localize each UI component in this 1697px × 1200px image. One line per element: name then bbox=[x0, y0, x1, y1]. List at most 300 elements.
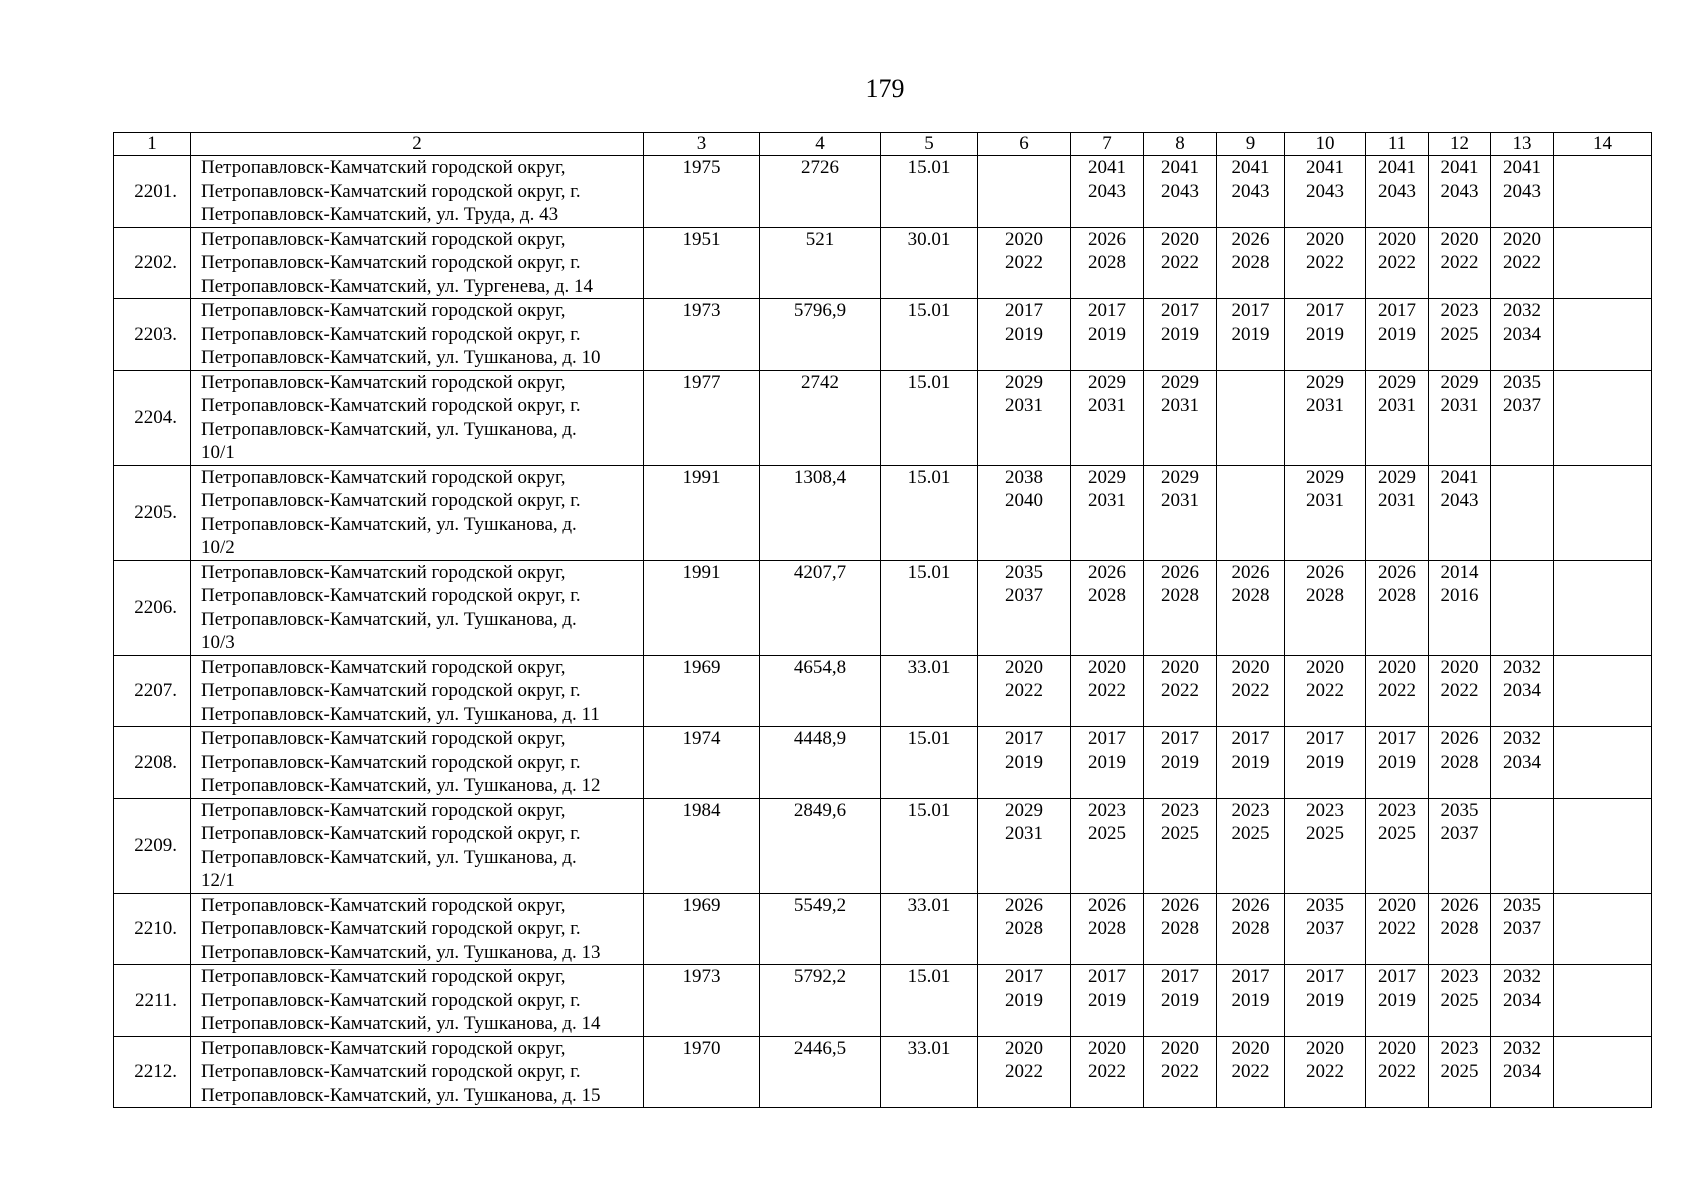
period-year: 2031 bbox=[1161, 395, 1199, 416]
period-year: 2028 bbox=[1231, 918, 1270, 939]
code-cell: 15.01 bbox=[881, 798, 978, 893]
period-year: 2031 bbox=[1378, 490, 1416, 511]
period-year: 2017 bbox=[1088, 300, 1126, 321]
period-year: 2034 bbox=[1503, 1061, 1541, 1082]
period-cell-col-9 bbox=[1217, 156, 1285, 228]
period-year: 2034 bbox=[1503, 751, 1541, 773]
period-year: 2028 bbox=[1378, 585, 1416, 606]
address-line: Петропавловск-Камчатский городской округ, г. bbox=[201, 585, 581, 606]
period-year: 2020 bbox=[1161, 656, 1199, 678]
period-cell-col-6 bbox=[978, 965, 1071, 1037]
page-number: 179 bbox=[865, 74, 905, 103]
period-cell-col-8 bbox=[1144, 560, 1217, 655]
period-cell-col-11 bbox=[1366, 299, 1429, 371]
period-year: 2032 bbox=[1503, 1037, 1541, 1059]
period-cell-col-8 bbox=[1144, 655, 1217, 727]
code-cell: 33.01 bbox=[881, 893, 978, 965]
address-cell bbox=[191, 299, 644, 371]
period-year: 2028 bbox=[1161, 585, 1199, 606]
column-header-4: 4 bbox=[760, 133, 881, 156]
period-year: 2023 bbox=[1378, 799, 1416, 821]
period-year: 2028 bbox=[1005, 918, 1043, 939]
address-line: Петропавловск-Камчатский, ул. Тушканова, д. 14 bbox=[201, 1013, 601, 1034]
row-number-cell: 2204. bbox=[114, 370, 191, 465]
period-year: 2017 bbox=[1005, 300, 1043, 321]
period-cell-col-13 bbox=[1491, 965, 1554, 1037]
address-cell bbox=[191, 156, 644, 228]
period-year: 2026 bbox=[1088, 228, 1126, 250]
period-cell-col-6 bbox=[978, 156, 1071, 228]
address-line: Петропавловск-Камчатский городской округ, г. bbox=[201, 323, 581, 345]
period-cell-col-9 bbox=[1217, 1036, 1285, 1108]
address-cell bbox=[191, 370, 644, 465]
period-cell-col-8 bbox=[1144, 798, 1217, 893]
period-year: 2020 bbox=[1306, 1037, 1344, 1059]
row-number-cell: 2208. bbox=[114, 727, 191, 799]
column-header-9: 9 bbox=[1217, 133, 1285, 156]
period-cell-col-10 bbox=[1285, 156, 1366, 228]
period-year: 2031 bbox=[1306, 395, 1344, 416]
period-cell-col-10 bbox=[1285, 560, 1366, 655]
period-cell-col-6 bbox=[978, 299, 1071, 371]
period-year: 2025 bbox=[1088, 823, 1126, 844]
period-cell-col-6 bbox=[978, 370, 1071, 465]
column-header-11: 11 bbox=[1366, 133, 1429, 156]
code-cell: 15.01 bbox=[881, 465, 978, 560]
column-header-1: 1 bbox=[114, 133, 191, 156]
period-year: 2022 bbox=[1378, 918, 1416, 939]
empty-cell-col-14 bbox=[1554, 798, 1652, 893]
period-year: 2029 bbox=[1378, 466, 1416, 488]
period-cell-col-7 bbox=[1071, 655, 1144, 727]
period-year: 2043 bbox=[1231, 180, 1270, 202]
period-year: 2017 bbox=[1231, 300, 1270, 321]
row-number-cell: 2201. bbox=[114, 156, 191, 228]
period-year: 2025 bbox=[1440, 989, 1479, 1011]
period-year: 2016 bbox=[1440, 585, 1479, 606]
period-cell-col-8 bbox=[1144, 465, 1217, 560]
table-row bbox=[114, 227, 1652, 299]
period-year: 2019 bbox=[1005, 323, 1043, 345]
table-row bbox=[114, 370, 1652, 465]
period-cell-col-10 bbox=[1285, 370, 1366, 465]
period-year: 2020 bbox=[1306, 228, 1344, 250]
area-cell: 2446,5 bbox=[760, 1036, 881, 1108]
period-year: 2025 bbox=[1231, 823, 1270, 844]
period-year: 2020 bbox=[1440, 656, 1479, 678]
period-year: 2026 bbox=[1005, 894, 1043, 916]
period-cell-col-10 bbox=[1285, 1036, 1366, 1108]
period-year: 2035 bbox=[1005, 561, 1043, 583]
period-cell-col-9 bbox=[1217, 727, 1285, 799]
area-cell: 5549,2 bbox=[760, 893, 881, 965]
address-line: Петропавловск-Камчатский, ул. Тушканова, д. bbox=[201, 513, 577, 535]
period-year: 2019 bbox=[1378, 323, 1416, 345]
period-year: 2032 bbox=[1503, 656, 1541, 678]
period-cell-col-9 bbox=[1217, 965, 1285, 1037]
area-cell: 5796,9 bbox=[760, 299, 881, 371]
period-cell-col-12 bbox=[1429, 299, 1491, 371]
period-year: 2031 bbox=[1005, 823, 1043, 844]
address-cell bbox=[191, 465, 644, 560]
period-year: 2017 bbox=[1306, 300, 1344, 321]
empty-cell-col-14 bbox=[1554, 655, 1652, 727]
period-year: 2035 bbox=[1503, 371, 1541, 393]
empty-cell-col-14 bbox=[1554, 370, 1652, 465]
address-line: Петропавловск-Камчатский, ул. Тушканова, д. 11 bbox=[201, 703, 600, 725]
period-year: 2029 bbox=[1378, 371, 1416, 393]
period-cell-col-12 bbox=[1429, 560, 1491, 655]
period-year: 2026 bbox=[1306, 561, 1344, 583]
address-cell bbox=[191, 893, 644, 965]
period-year: 2028 bbox=[1161, 918, 1199, 939]
row-number-cell: 2211. bbox=[114, 965, 191, 1037]
period-cell-col-7 bbox=[1071, 560, 1144, 655]
address-line: Петропавловск-Камчатский городской округ, г. bbox=[201, 1061, 581, 1082]
period-cell-col-11 bbox=[1366, 1036, 1429, 1108]
period-year: 2037 bbox=[1503, 395, 1541, 416]
period-year: 2022 bbox=[1005, 1061, 1043, 1082]
period-year: 2026 bbox=[1231, 228, 1270, 250]
period-cell-col-6 bbox=[978, 727, 1071, 799]
period-year: 2020 bbox=[1231, 656, 1270, 678]
address-line: Петропавловск-Камчатский городской округ, г. bbox=[201, 680, 581, 701]
period-year: 2022 bbox=[1306, 680, 1344, 701]
period-year: 2019 bbox=[1088, 323, 1126, 345]
period-cell-col-10 bbox=[1285, 798, 1366, 893]
period-year: 2017 bbox=[1161, 300, 1199, 321]
period-year: 2019 bbox=[1088, 751, 1126, 773]
period-year: 2026 bbox=[1231, 894, 1270, 916]
period-year: 2022 bbox=[1306, 1061, 1344, 1082]
period-year: 2029 bbox=[1306, 371, 1344, 393]
period-cell-col-10 bbox=[1285, 299, 1366, 371]
period-year: 2020 bbox=[1378, 228, 1416, 250]
period-year: 2020 bbox=[1306, 656, 1344, 678]
period-cell-col-7 bbox=[1071, 465, 1144, 560]
period-year: 2032 bbox=[1503, 728, 1541, 749]
period-cell-col-6 bbox=[978, 465, 1071, 560]
address-line: Петропавловск-Камчатский городской округ, bbox=[201, 894, 566, 916]
period-year: 2041 bbox=[1231, 157, 1270, 178]
address-line: Петропавловск-Камчатский городской округ, bbox=[201, 300, 566, 321]
period-year: 2019 bbox=[1231, 323, 1270, 345]
area-cell: 4448,9 bbox=[760, 727, 881, 799]
period-year: 2029 bbox=[1088, 371, 1126, 393]
table-row bbox=[114, 893, 1652, 965]
period-year: 2031 bbox=[1088, 490, 1126, 511]
period-year: 2022 bbox=[1161, 680, 1199, 701]
period-year: 2043 bbox=[1088, 180, 1126, 202]
table-row bbox=[114, 1036, 1652, 1108]
period-cell-col-10 bbox=[1285, 655, 1366, 727]
row-number-cell: 2203. bbox=[114, 299, 191, 371]
period-year: 2020 bbox=[1088, 656, 1126, 678]
period-cell-col-12 bbox=[1429, 798, 1491, 893]
period-year: 2019 bbox=[1005, 751, 1043, 773]
period-year: 2034 bbox=[1503, 989, 1541, 1011]
period-year: 2020 bbox=[1378, 1037, 1416, 1059]
table-row bbox=[114, 798, 1652, 893]
column-header-6: 6 bbox=[978, 133, 1071, 156]
address-line: Петропавловск-Камчатский, ул. Тушканова, д. bbox=[201, 608, 577, 630]
address-cell bbox=[191, 965, 644, 1037]
period-cell-col-6 bbox=[978, 893, 1071, 965]
period-year: 2026 bbox=[1161, 894, 1199, 916]
period-year: 2028 bbox=[1088, 585, 1126, 606]
period-year: 2020 bbox=[1378, 894, 1416, 916]
period-year: 2025 bbox=[1378, 823, 1416, 844]
period-year: 2020 bbox=[1161, 1037, 1199, 1059]
period-year: 2026 bbox=[1161, 561, 1199, 583]
table-row bbox=[114, 156, 1652, 228]
period-cell-col-11 bbox=[1366, 727, 1429, 799]
year-cell: 1991 bbox=[644, 560, 760, 655]
column-header-12: 12 bbox=[1429, 133, 1491, 156]
address-line: Петропавловск-Камчатский, ул. Тушканова, д. 12 bbox=[201, 775, 601, 796]
period-year: 2022 bbox=[1378, 252, 1416, 273]
period-cell-col-6 bbox=[978, 1036, 1071, 1108]
period-year: 2020 bbox=[1231, 1037, 1270, 1059]
address-line: Петропавловск-Камчатский городской округ, г. bbox=[201, 918, 581, 939]
period-year: 2017 bbox=[1088, 728, 1126, 749]
period-year: 2029 bbox=[1306, 466, 1344, 488]
code-cell: 15.01 bbox=[881, 727, 978, 799]
address-line: Петропавловск-Камчатский городской округ, г. bbox=[201, 823, 581, 844]
table-row bbox=[114, 465, 1652, 560]
period-cell-col-8 bbox=[1144, 156, 1217, 228]
period-year: 2022 bbox=[1005, 252, 1043, 273]
period-year: 2023 bbox=[1088, 799, 1126, 821]
year-cell: 1977 bbox=[644, 370, 760, 465]
period-year: 2017 bbox=[1378, 728, 1416, 749]
period-year: 2017 bbox=[1306, 728, 1344, 749]
code-cell: 33.01 bbox=[881, 1036, 978, 1108]
address-line: 10/3 bbox=[201, 632, 235, 653]
period-cell-col-10 bbox=[1285, 227, 1366, 299]
code-cell: 15.01 bbox=[881, 965, 978, 1037]
period-year: 2017 bbox=[1306, 966, 1344, 987]
period-year: 2020 bbox=[1161, 228, 1199, 250]
period-year: 2019 bbox=[1005, 989, 1043, 1011]
year-cell: 1991 bbox=[644, 465, 760, 560]
period-year: 2017 bbox=[1005, 966, 1043, 987]
period-year: 2017 bbox=[1161, 966, 1199, 987]
period-cell-col-8 bbox=[1144, 299, 1217, 371]
period-cell-col-6 bbox=[978, 655, 1071, 727]
period-year: 2041 bbox=[1440, 466, 1479, 488]
area-cell: 2742 bbox=[760, 370, 881, 465]
period-year: 2038 bbox=[1005, 466, 1043, 488]
period-cell-col-11 bbox=[1366, 227, 1429, 299]
year-cell: 1951 bbox=[644, 227, 760, 299]
period-year: 2029 bbox=[1161, 466, 1199, 488]
column-header-3: 3 bbox=[644, 133, 760, 156]
period-year: 2041 bbox=[1503, 157, 1541, 178]
period-year: 2031 bbox=[1306, 490, 1344, 511]
period-year: 2022 bbox=[1503, 252, 1541, 273]
period-year: 2019 bbox=[1306, 751, 1344, 773]
period-year: 2023 bbox=[1440, 966, 1479, 987]
period-cell-col-12 bbox=[1429, 655, 1491, 727]
address-line: Петропавловск-Камчатский городской округ, г. bbox=[201, 989, 581, 1011]
period-year: 2022 bbox=[1161, 252, 1199, 273]
period-cell-col-7 bbox=[1071, 227, 1144, 299]
column-header-5: 5 bbox=[881, 133, 978, 156]
period-cell-col-8 bbox=[1144, 727, 1217, 799]
period-cell-col-7 bbox=[1071, 370, 1144, 465]
period-year: 2041 bbox=[1378, 157, 1416, 178]
period-year: 2029 bbox=[1005, 371, 1043, 393]
period-year: 2017 bbox=[1231, 966, 1270, 987]
period-cell-col-11 bbox=[1366, 655, 1429, 727]
period-year: 2025 bbox=[1161, 823, 1199, 844]
period-year: 2029 bbox=[1005, 799, 1043, 821]
period-year: 2035 bbox=[1503, 894, 1541, 916]
period-year: 2028 bbox=[1306, 585, 1344, 606]
period-cell-col-8 bbox=[1144, 227, 1217, 299]
period-cell-col-9 bbox=[1217, 465, 1285, 560]
column-header-8: 8 bbox=[1144, 133, 1217, 156]
period-cell-col-10 bbox=[1285, 965, 1366, 1037]
address-line: Петропавловск-Камчатский городской округ, bbox=[201, 1037, 566, 1059]
period-cell-col-10 bbox=[1285, 893, 1366, 965]
period-year: 2031 bbox=[1440, 395, 1479, 416]
period-year: 2034 bbox=[1503, 323, 1541, 345]
period-cell-col-12 bbox=[1429, 465, 1491, 560]
period-cell-col-11 bbox=[1366, 798, 1429, 893]
area-cell: 1308,4 bbox=[760, 465, 881, 560]
period-cell-col-8 bbox=[1144, 965, 1217, 1037]
empty-cell-col-14 bbox=[1554, 893, 1652, 965]
period-cell-col-13 bbox=[1491, 1036, 1554, 1108]
code-cell: 15.01 bbox=[881, 156, 978, 228]
period-cell-col-11 bbox=[1366, 370, 1429, 465]
table-row bbox=[114, 965, 1652, 1037]
period-cell-col-13 bbox=[1491, 655, 1554, 727]
period-year: 2025 bbox=[1440, 323, 1479, 345]
period-year: 2037 bbox=[1005, 585, 1043, 606]
address-cell bbox=[191, 560, 644, 655]
period-year: 2032 bbox=[1503, 300, 1541, 321]
period-cell-col-12 bbox=[1429, 370, 1491, 465]
address-line: 10/1 bbox=[201, 442, 235, 463]
period-year: 2017 bbox=[1088, 966, 1126, 987]
period-cell-col-13 bbox=[1491, 227, 1554, 299]
area-cell: 521 bbox=[760, 227, 881, 299]
period-year: 2029 bbox=[1161, 371, 1199, 393]
area-cell: 2849,6 bbox=[760, 798, 881, 893]
period-year: 2041 bbox=[1440, 157, 1479, 178]
period-year: 2037 bbox=[1440, 823, 1479, 844]
period-year: 2032 bbox=[1503, 966, 1541, 987]
period-year: 2022 bbox=[1088, 680, 1126, 701]
period-cell-col-11 bbox=[1366, 965, 1429, 1037]
period-cell-col-7 bbox=[1071, 156, 1144, 228]
period-year: 2022 bbox=[1088, 1061, 1126, 1082]
period-year: 2019 bbox=[1306, 989, 1344, 1011]
period-year: 2022 bbox=[1161, 1061, 1199, 1082]
period-year: 2035 bbox=[1440, 799, 1479, 821]
period-year: 2019 bbox=[1378, 989, 1416, 1011]
address-line: Петропавловск-Камчатский городской округ, bbox=[201, 728, 566, 749]
period-year: 2023 bbox=[1440, 1037, 1479, 1059]
period-year: 2020 bbox=[1088, 1037, 1126, 1059]
period-year: 2023 bbox=[1231, 799, 1270, 821]
period-cell-col-9 bbox=[1217, 560, 1285, 655]
year-cell: 1974 bbox=[644, 727, 760, 799]
period-cell-col-7 bbox=[1071, 727, 1144, 799]
address-cell bbox=[191, 227, 644, 299]
period-cell-col-7 bbox=[1071, 798, 1144, 893]
period-year: 2023 bbox=[1440, 300, 1479, 321]
year-cell: 1973 bbox=[644, 299, 760, 371]
address-line: Петропавловск-Камчатский городской округ, bbox=[201, 799, 566, 821]
address-cell bbox=[191, 1036, 644, 1108]
period-year: 2022 bbox=[1440, 252, 1479, 273]
period-cell-col-13 bbox=[1491, 893, 1554, 965]
period-year: 2019 bbox=[1306, 323, 1344, 345]
year-cell: 1970 bbox=[644, 1036, 760, 1108]
period-year: 2043 bbox=[1161, 180, 1199, 202]
period-year: 2029 bbox=[1440, 371, 1479, 393]
period-year: 2020 bbox=[1378, 656, 1416, 678]
period-year: 2043 bbox=[1306, 180, 1344, 202]
period-year: 2022 bbox=[1440, 680, 1479, 701]
year-cell: 1969 bbox=[644, 893, 760, 965]
period-year: 2020 bbox=[1440, 228, 1479, 250]
period-year: 2037 bbox=[1306, 918, 1344, 939]
period-cell-col-9 bbox=[1217, 893, 1285, 965]
period-cell-col-13 bbox=[1491, 798, 1554, 893]
period-cell-col-7 bbox=[1071, 299, 1144, 371]
area-cell: 4654,8 bbox=[760, 655, 881, 727]
period-year: 2028 bbox=[1440, 918, 1479, 939]
period-year: 2031 bbox=[1005, 395, 1043, 416]
code-cell: 15.01 bbox=[881, 560, 978, 655]
address-line: Петропавловск-Камчатский, ул. Тушканова, д. 15 bbox=[201, 1084, 601, 1106]
period-cell-col-13 bbox=[1491, 560, 1554, 655]
period-year: 2028 bbox=[1088, 918, 1126, 939]
period-year: 2026 bbox=[1378, 561, 1416, 583]
empty-cell-col-14 bbox=[1554, 156, 1652, 228]
period-year: 2017 bbox=[1161, 728, 1199, 749]
row-number-cell: 2210. bbox=[114, 893, 191, 965]
period-year: 2022 bbox=[1378, 1061, 1416, 1082]
address-line: Петропавловск-Камчатский, ул. Тушканова, д. bbox=[201, 418, 577, 440]
period-year: 2017 bbox=[1378, 300, 1416, 321]
address-line: Петропавловск-Камчатский городской округ, г. bbox=[201, 751, 581, 773]
address-line: Петропавловск-Камчатский городской округ, bbox=[201, 371, 566, 393]
column-header-10: 10 bbox=[1285, 133, 1366, 156]
period-year: 2028 bbox=[1088, 252, 1126, 273]
year-cell: 1984 bbox=[644, 798, 760, 893]
period-year: 2019 bbox=[1161, 323, 1199, 345]
period-cell-col-9 bbox=[1217, 299, 1285, 371]
table-row bbox=[114, 560, 1652, 655]
area-cell: 2726 bbox=[760, 156, 881, 228]
address-cell bbox=[191, 655, 644, 727]
period-year: 2019 bbox=[1378, 751, 1416, 773]
period-cell-col-13 bbox=[1491, 727, 1554, 799]
area-cell: 5792,2 bbox=[760, 965, 881, 1037]
period-year: 2019 bbox=[1231, 751, 1270, 773]
year-cell: 1969 bbox=[644, 655, 760, 727]
address-line: Петропавловск-Камчатский, ул. Тушканова, д. bbox=[201, 846, 577, 868]
period-year: 2043 bbox=[1440, 180, 1479, 202]
period-year: 2041 bbox=[1088, 157, 1126, 178]
period-year: 2031 bbox=[1378, 395, 1416, 416]
